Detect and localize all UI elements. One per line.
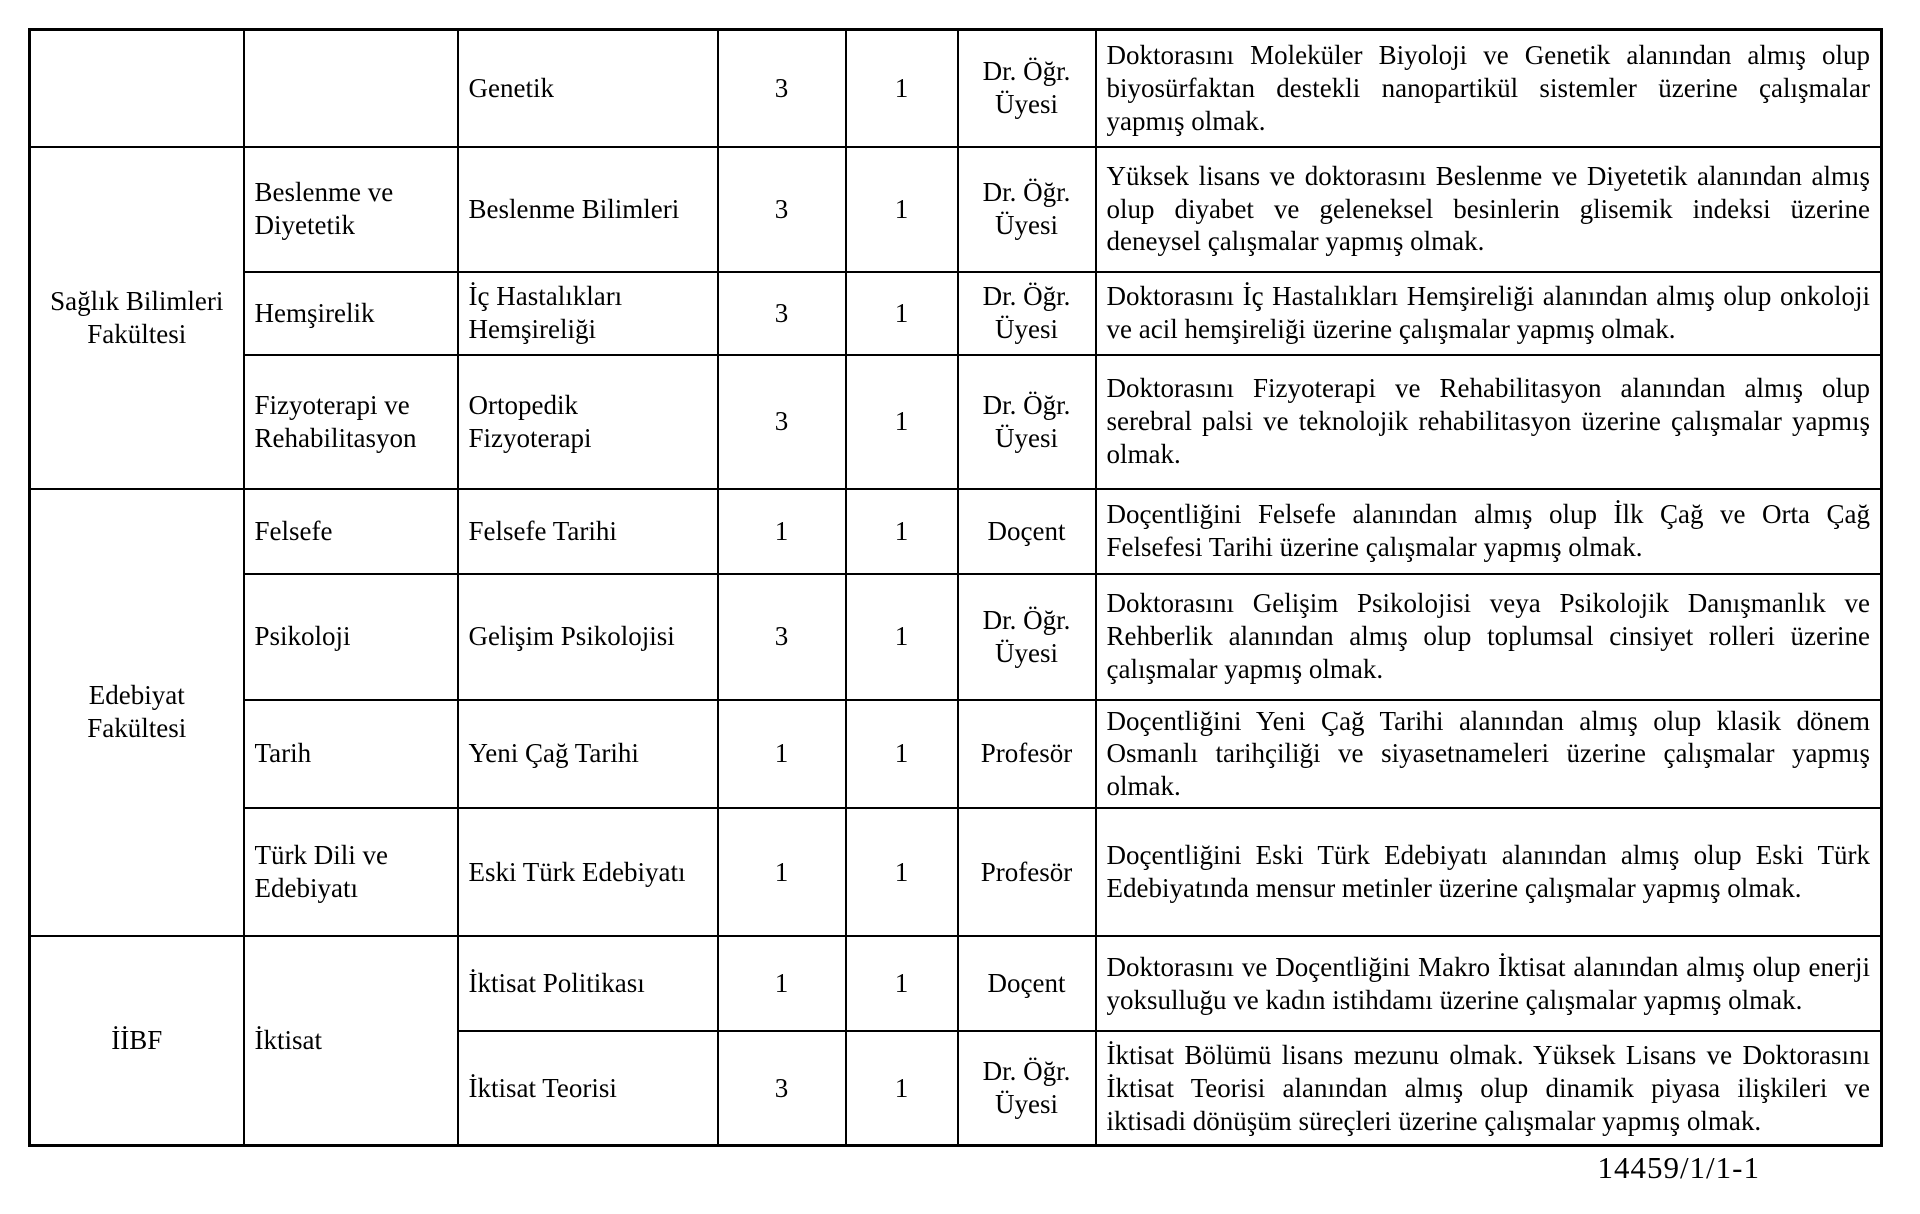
cell-count: 1 [846, 700, 958, 809]
cell-count: 1 [846, 30, 958, 147]
table-row [30, 355, 1882, 489]
cell-degree: 3 [718, 30, 846, 147]
cell-title: Dr. Öğr. Üyesi [958, 355, 1096, 489]
cell-program: Felsefe Tarihi [458, 489, 718, 574]
academic-positions-table [28, 28, 1883, 1147]
cell-description: Yüksek lisans ve doktorasını Beslenme ve Diyetetik alanından almış olup diyabet ve geleneksel besinlerin glisemik indeksi üzerine deneysel çalışmalar yapmış olmak. [1096, 147, 1882, 272]
cell-title: Doçent [958, 936, 1096, 1031]
cell-title: Dr. Öğr. Üyesi [958, 1031, 1096, 1145]
cell-count: 1 [846, 355, 958, 489]
cell-faculty: Edebiyat Fakültesi [30, 489, 244, 937]
cell-degree: 3 [718, 355, 846, 489]
table-body [30, 30, 1882, 1146]
cell-department: Felsefe [244, 489, 458, 574]
cell-program: Yeni Çağ Tarihi [458, 700, 718, 809]
cell-program: Genetik [458, 30, 718, 147]
cell-degree: 3 [718, 574, 846, 700]
cell-title: Profesör [958, 808, 1096, 936]
cell-count: 1 [846, 272, 958, 355]
table-row [30, 147, 1882, 272]
cell-title: Dr. Öğr. Üyesi [958, 272, 1096, 355]
cell-degree: 1 [718, 489, 846, 574]
cell-degree: 3 [718, 1031, 846, 1145]
cell-title: Dr. Öğr. Üyesi [958, 574, 1096, 700]
cell-description: Doktorasını ve Doçentliğini Makro İktisat alanından almış olup enerji yoksulluğu ve kadın istihdamı üzerine çalışmalar yapmış olmak. [1096, 936, 1882, 1031]
table-row [30, 30, 1882, 147]
cell-program: Ortopedik Fizyoterapi [458, 355, 718, 489]
cell-description: Doktorasını Fizyoterapi ve Rehabilitasyon alanından almış olup serebral palsi ve teknolojik rehabilitasyon üzerine çalışmalar yapmış olmak. [1096, 355, 1882, 489]
document-reference-number: 14459/1/1-1 [1597, 1150, 1760, 1185]
cell-degree: 3 [718, 147, 846, 272]
cell-degree: 1 [718, 808, 846, 936]
table-row [30, 700, 1882, 809]
cell-degree: 3 [718, 272, 846, 355]
cell-faculty: İİBF [30, 936, 244, 1145]
cell-department: Psikoloji [244, 574, 458, 700]
cell-title: Dr. Öğr. Üyesi [958, 30, 1096, 147]
cell-description: Doktorasını Gelişim Psikolojisi veya Psikolojik Danışmanlık ve Rehberlik alanından almış olup toplumsal cinsiyet rolleri üzerine çalışmalar yapmış olmak. [1096, 574, 1882, 700]
cell-description: Doçentliğini Eski Türk Edebiyatı alanından almış olup Eski Türk Edebiyatında mensur metinler üzerine çalışmalar yapmış olmak. [1096, 808, 1882, 936]
cell-department: İktisat [244, 936, 458, 1145]
cell-title: Doçent [958, 489, 1096, 574]
cell-department [244, 30, 458, 147]
cell-department: Hemşirelik [244, 272, 458, 355]
cell-title: Dr. Öğr. Üyesi [958, 147, 1096, 272]
cell-description: Doçentliğini Felsefe alanından almış olup İlk Çağ ve Orta Çağ Felsefesi Tarihi üzerine çalışmalar yapmış olmak. [1096, 489, 1882, 574]
cell-program: İktisat Politikası [458, 936, 718, 1031]
cell-count: 1 [846, 147, 958, 272]
cell-count: 1 [846, 489, 958, 574]
cell-degree: 1 [718, 700, 846, 809]
cell-program: Beslenme Bilimleri [458, 147, 718, 272]
cell-title: Profesör [958, 700, 1096, 809]
cell-faculty [30, 30, 244, 147]
cell-program: İç Hastalıkları Hemşireliği [458, 272, 718, 355]
cell-department: Tarih [244, 700, 458, 809]
table-row [30, 808, 1882, 936]
cell-description: İktisat Bölümü lisans mezunu olmak. Yüksek Lisans ve Doktorasını İktisat Teorisi alanından almış olup dinamik piyasa ilişkileri ve iktisadi dönüşüm süreçleri üzerine çalışmalar yapmış olmak. [1096, 1031, 1882, 1145]
cell-faculty: Sağlık Bilimleri Fakültesi [30, 147, 244, 489]
table-row [30, 272, 1882, 355]
cell-program: Eski Türk Edebiyatı [458, 808, 718, 936]
cell-count: 1 [846, 808, 958, 936]
cell-count: 1 [846, 574, 958, 700]
cell-count: 1 [846, 936, 958, 1031]
cell-description: Doçentliğini Yeni Çağ Tarihi alanından almış olup klasik dönem Osmanlı tarihçiliği ve siyasetnameleri üzerine çalışmalar yapmış olmak. [1096, 700, 1882, 809]
cell-department: Beslenme ve Diyetetik [244, 147, 458, 272]
cell-count: 1 [846, 1031, 958, 1145]
cell-program: Gelişim Psikolojisi [458, 574, 718, 700]
table-row [30, 936, 1882, 1031]
cell-department: Fizyoterapi ve Rehabilitasyon [244, 355, 458, 489]
cell-description: Doktorasını İç Hastalıkları Hemşireliği alanından almış olup onkoloji ve acil hemşireliği üzerine çalışmalar yapmış olmak. [1096, 272, 1882, 355]
table-row [30, 489, 1882, 574]
cell-description: Doktorasını Moleküler Biyoloji ve Genetik alanından almış olup biyosürfaktan destekli nanopartikül sistemler üzerine çalışmalar yapmış olmak. [1096, 30, 1882, 147]
cell-program: İktisat Teorisi [458, 1031, 718, 1145]
table-row [30, 574, 1882, 700]
cell-department: Türk Dili ve Edebiyatı [244, 808, 458, 936]
cell-degree: 1 [718, 936, 846, 1031]
